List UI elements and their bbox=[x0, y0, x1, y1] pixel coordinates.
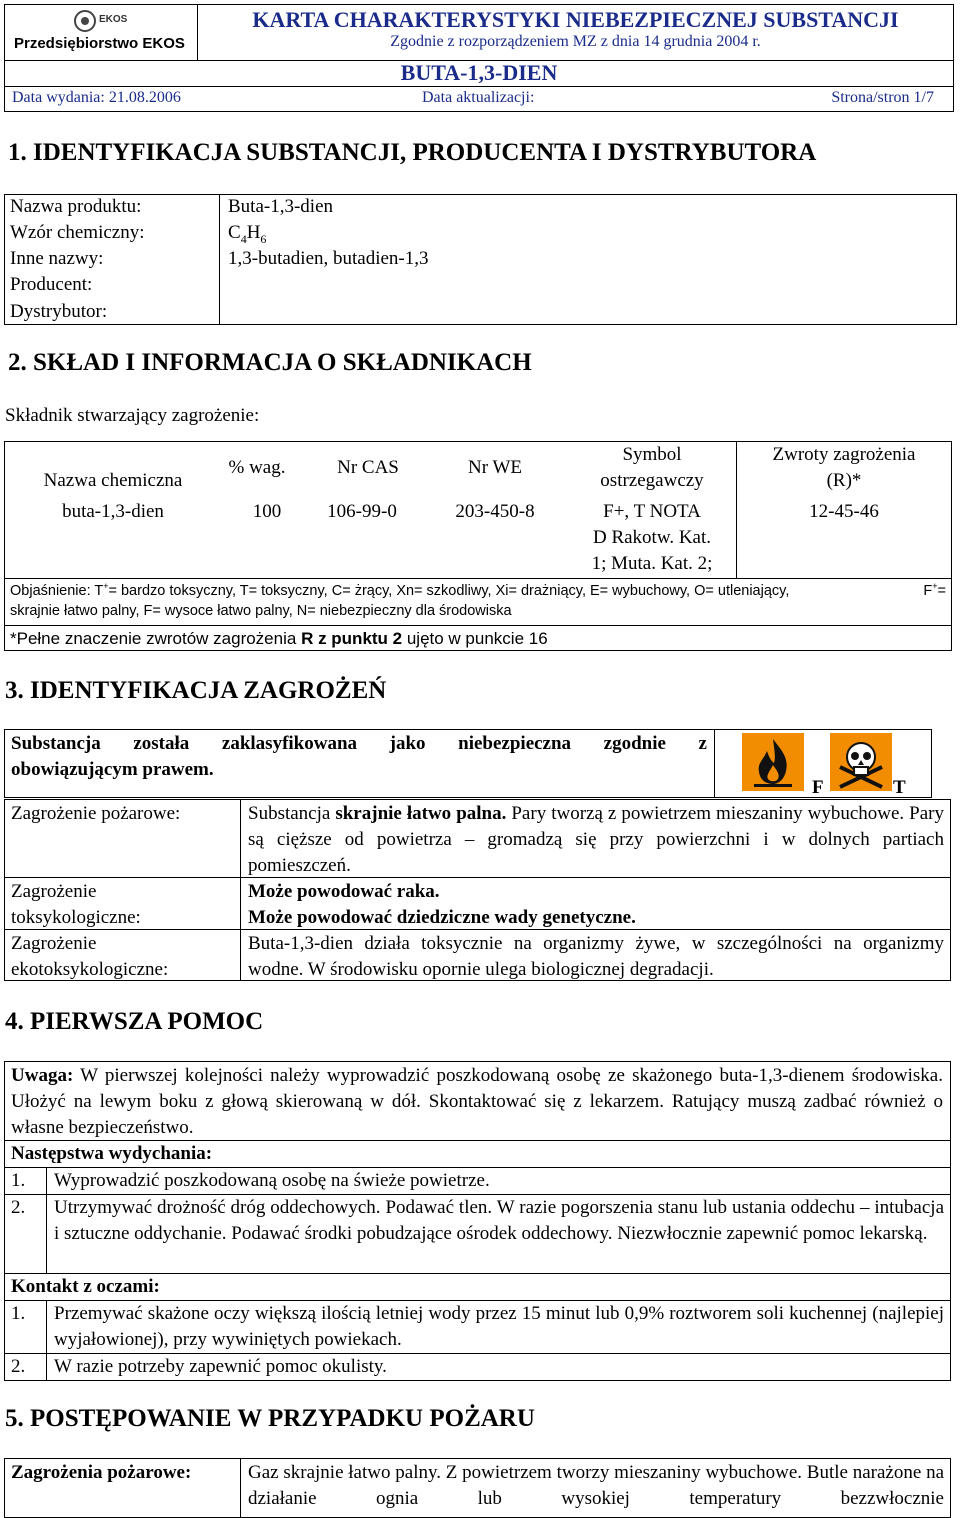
hazardous-component-label: Składnik stwarzający zagrożenie: bbox=[5, 405, 260, 426]
section-1-title: 1. IDENTYFIKACJA SUBSTANCJI, PRODUCENTA I DYSTRYBUTORA bbox=[8, 139, 817, 166]
value-formula: $C_4H_6$ bbox=[228, 222, 267, 246]
cell-symbol: F+, T NOTA D Rakotw. Kat. 1; Muta. Kat. 2; bbox=[591, 501, 713, 574]
section-2-title: 2. SKŁAD I INFORMACJA O SKŁADNIKACH bbox=[8, 349, 532, 376]
pictogram-label-f: F bbox=[812, 777, 824, 798]
company-logo bbox=[72, 8, 128, 34]
r-phrase-footnote: *Pełne znaczenie zwrotów zagrożenia R z punktu 2 ujęto w punkcie 16 bbox=[10, 629, 548, 648]
col-header-name: Nazwa chemiczna bbox=[43, 470, 183, 491]
classification-text: Substancja została zaklasyfikowana jako niebezpieczna zgodnie z obowiązującym prawem. bbox=[11, 733, 707, 780]
substance-name: BUTA-1,3-DIEN bbox=[400, 60, 558, 85]
cell-r-phrases: 12-45-46 bbox=[809, 501, 879, 522]
fire-hazards-text: Gaz skrajnie łatwo palny. Z powietrzem tworzy mieszaniny wybuchowe. Butle narażone na działanie ognia lub wysokiej temperatury bezzwłocznie bbox=[248, 1462, 944, 1509]
inhalation-step-text: Utrzymywać drożność dróg oddechowych. Podawać tlen. W razie pogorszenia stanu lub ustania oddechu – intubacja i sztuczne oddychanie. Podawać środki pobudzające ośrodek oddechowy. Niezwłocznie zapewnić pomoc lekarską. bbox=[54, 1197, 944, 1244]
page-number: Strona/stron 1/7 bbox=[831, 89, 934, 106]
section-4-title: 4. PIERWSZA POMOC bbox=[5, 1008, 264, 1035]
label-distributor: Dystrybutor: bbox=[10, 301, 108, 322]
inhalation-step-number: 2. bbox=[11, 1197, 26, 1218]
eye-step-number: 2. bbox=[11, 1356, 26, 1377]
label-producer: Producent: bbox=[10, 274, 93, 295]
issue-date: Data wydania: 21.08.2006 bbox=[12, 89, 181, 106]
identification-table bbox=[4, 194, 957, 325]
inhalation-title: Następstwa wydychania: bbox=[11, 1143, 213, 1164]
document-title: KARTA CHARAKTERYSTYKI NIEBEZPIECZNEJ SUBSTANCJI bbox=[252, 7, 899, 32]
cell-we: 203-450-8 bbox=[455, 501, 535, 522]
company-name: Przedsiębiorstwo EKOS bbox=[14, 35, 185, 52]
section-3-title: 3. IDENTYFIKACJA ZAGROŻEŃ bbox=[5, 677, 387, 704]
value-other-names: 1,3-butadien, butadien-1,3 bbox=[228, 248, 429, 269]
cell-wt: 100 bbox=[252, 501, 282, 522]
col-header-wt: % wag. bbox=[228, 457, 286, 478]
section-5-title: 5. POSTĘPOWANIE W PRZYPADKU POŻARU bbox=[5, 1405, 535, 1432]
eye-step-text: W razie potrzeby zapewnić pomoc okulisty. bbox=[54, 1356, 387, 1377]
fire-hazard-label: Zagrożenie pożarowe: bbox=[11, 803, 181, 824]
eye-step-number: 1. bbox=[11, 1303, 26, 1324]
cell-chem-name: buta-1,3-dien bbox=[62, 501, 164, 522]
inhalation-step-text: Wyprowadzić poszkodowaną osobę na świeże powietrze. bbox=[54, 1170, 490, 1191]
col-header-cas: Nr CAS bbox=[337, 457, 399, 478]
value-product-name: Buta-1,3-dien bbox=[228, 196, 334, 217]
toxic-pictogram bbox=[830, 733, 892, 791]
first-aid-note: Uwaga: W pierwszej kolejności należy wyprowadzić poszkodowaną osobę ze skażonego buta-1,3-dienem środowiska. Ułożyć na lewym boku z głową skierowaną w dół. Skontaktować się z lekarzem. Ratujący muszą zadbać również o własne bezpieczeństwo. bbox=[11, 1065, 943, 1138]
col-header-symbol: Symbol ostrzegawczy bbox=[600, 444, 704, 491]
eco-hazard-text: Buta-1,3-dien działa toksycznie na organizmy żywe, w szczególności na organizmy wodne. W środowisku opornie ulega biologicznej degradacji. bbox=[248, 933, 944, 980]
inhalation-step-number: 1. bbox=[11, 1170, 26, 1191]
col-header-r-phrases: Zwroty zagrożenia (R)* bbox=[772, 444, 916, 491]
cell-cas: 106-99-0 bbox=[327, 501, 397, 522]
eye-step-text: Przemywać skażone oczy większą ilością letniej wody przez 15 minut lub 0,9% roztworem soli kuchennej (najlepiej wyjałowionej), przy wywiniętych powiekach. bbox=[54, 1303, 944, 1350]
label-other-names: Inne nazwy: bbox=[10, 248, 104, 269]
update-date: Data aktualizacji: bbox=[422, 89, 535, 106]
regulation-subtitle: Zgodnie z rozporządzeniem MZ z dnia 14 grudnia 2004 r. bbox=[390, 33, 761, 50]
label-product-name: Nazwa produktu: bbox=[10, 196, 142, 217]
flammable-pictogram bbox=[742, 733, 804, 791]
logo-text: EKOS bbox=[99, 14, 128, 25]
fire-hazard-text: Substancja skrajnie łatwo palna. Pary tworzą z powietrzem mieszaniny wybuchowe. Pary są cięższe od powietrza – gromadzą się przy powierzchni i w dolnych partiach pomieszczeń. bbox=[248, 803, 944, 876]
eco-hazard-label: Zagrożenie ekotoksykologiczne: bbox=[11, 933, 169, 980]
fire-hazards-label: Zagrożenia pożarowe: bbox=[11, 1462, 192, 1483]
eye-contact-title: Kontakt z oczami: bbox=[11, 1276, 160, 1297]
tox-hazard-label: Zagrożenie toksykologiczne: bbox=[11, 881, 141, 928]
col-header-we: Nr WE bbox=[468, 457, 522, 478]
tox-hazard-text: Może powodować raka. Może powodować dziedziczne wady genetyczne. bbox=[248, 881, 636, 928]
pictogram-label-t: T bbox=[893, 777, 906, 798]
label-formula: Wzór chemiczny: bbox=[10, 222, 145, 243]
symbol-explanation: Objaśnienie: T+= bardzo toksyczny, T= toksyczny, C= żrący, Xn= szkodliwy, Xi= drażniący, E= wybuchowy, O= utleniający, F+= skrajnie łatwo palny, F= wysoce łatwo palny, N= niebezpieczny dla środowiska bbox=[10, 581, 946, 619]
